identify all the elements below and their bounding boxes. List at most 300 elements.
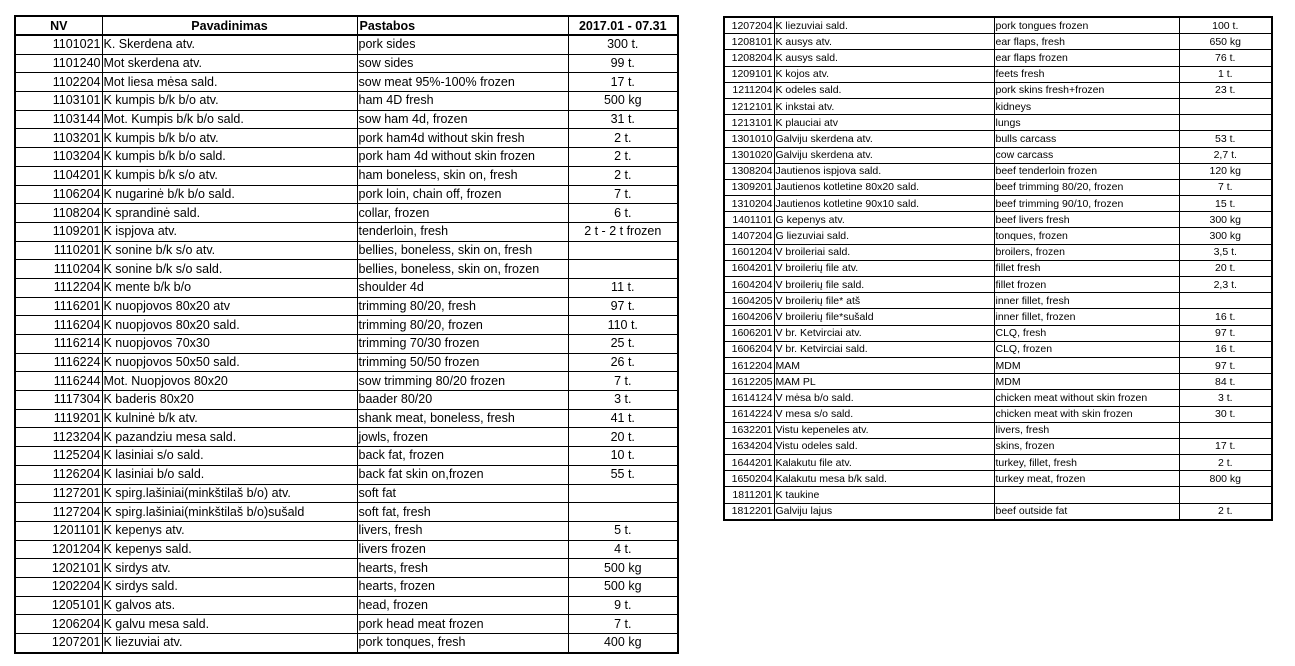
cell-note: cow carcass [994,147,1179,163]
cell-nv: 1209101 [724,66,774,82]
cell-nv: 1109201 [15,222,102,241]
cell-nv: 1112204 [15,278,102,297]
cell-name: Kalakutu mesa b/k sald. [774,471,994,487]
cell-name: K ispjova atv. [102,222,357,241]
cell-quantity: 7 t. [568,372,678,391]
table-row [15,335,678,354]
cell-note: trimming 80/20, fresh [357,297,568,316]
cell-quantity [1179,293,1272,309]
table-row [724,196,1272,212]
cell-nv: 1103144 [15,110,102,129]
table-row [724,163,1272,179]
cell-nv: 1604205 [724,293,774,309]
cell-quantity: 7 t. [568,615,678,634]
cell-quantity: 5 t. [568,521,678,540]
right-product-table [723,16,1273,521]
cell-quantity: 3 t. [568,391,678,410]
cell-note: collar, frozen [357,204,568,223]
cell-note: trimming 50/50 frozen [357,353,568,372]
cell-name: Vistu kepeneles atv. [774,422,994,438]
cell-nv: 1116201 [15,297,102,316]
table-row [724,455,1272,471]
cell-note: beef trimming 90/10, frozen [994,196,1179,212]
cell-quantity: 500 kg [568,559,678,578]
table-row [724,260,1272,276]
cell-name: K kepenys sald. [102,540,357,559]
cell-nv: 1207201 [15,634,102,653]
table-row [15,241,678,260]
cell-note: kidneys [994,98,1179,114]
cell-quantity: 650 kg [1179,34,1272,50]
cell-name: K nuopjovos 80x20 sald. [102,316,357,335]
cell-nv: 1116214 [15,335,102,354]
table-row [15,353,678,372]
cell-quantity: 100 t. [1179,17,1272,34]
cell-nv: 1104201 [15,166,102,185]
cell-nv: 1212101 [724,98,774,114]
cell-name: Jautienos kotletine 80x20 sald. [774,179,994,195]
cell-quantity: 11 t. [568,278,678,297]
header-nv: NV [15,16,102,35]
table-row [724,341,1272,357]
cell-nv: 1207204 [724,17,774,34]
cell-quantity: 16 t. [1179,309,1272,325]
cell-quantity [568,503,678,522]
header-row [15,16,678,35]
cell-quantity: 2 t. [568,166,678,185]
cell-note: hearts, frozen [357,577,568,596]
cell-note: pork loin, chain off, frozen [357,185,568,204]
cell-note: tonques, frozen [994,228,1179,244]
cell-nv: 1202101 [15,559,102,578]
cell-name: V br. Ketvirciai sald. [774,341,994,357]
cell-nv: 1644201 [724,455,774,471]
cell-quantity: 25 t. [568,335,678,354]
cell-note: pork head meat frozen [357,615,568,634]
cell-quantity [568,484,678,503]
cell-nv: 1119201 [15,409,102,428]
cell-nv: 1103101 [15,92,102,111]
cell-note: ham boneless, skin on, fresh [357,166,568,185]
table-row [15,316,678,335]
cell-name: K sonine b/k s/o sald. [102,260,357,279]
cell-note: livers frozen [357,540,568,559]
cell-nv: 1310204 [724,196,774,212]
cell-quantity: 110 t. [568,316,678,335]
cell-name: Jautienos kotletine 90x10 sald. [774,196,994,212]
table-row [15,204,678,223]
cell-nv: 1127204 [15,503,102,522]
cell-quantity: 7 t. [568,185,678,204]
table-row [15,596,678,615]
cell-name: K ausys atv. [774,34,994,50]
cell-quantity: 2 t. [568,129,678,148]
table-row [15,428,678,447]
table-row [15,129,678,148]
cell-nv: 1632201 [724,422,774,438]
cell-quantity [568,241,678,260]
cell-name: K liezuviai sald. [774,17,994,34]
cell-quantity: 2 t. [568,148,678,167]
cell-nv: 1308204 [724,163,774,179]
cell-name: K kulninė b/k atv. [102,409,357,428]
table-row [15,540,678,559]
cell-quantity [1179,98,1272,114]
cell-note: beef livers fresh [994,212,1179,228]
cell-note: turkey meat, frozen [994,471,1179,487]
cell-quantity: 6 t. [568,204,678,223]
cell-name: K galvu mesa sald. [102,615,357,634]
cell-name: V mesa s/o sald. [774,406,994,422]
table-row [15,391,678,410]
cell-nv: 1206204 [15,615,102,634]
cell-note: lungs [994,115,1179,131]
cell-nv: 1604206 [724,309,774,325]
cell-note: livers, fresh [357,521,568,540]
cell-note: pork skins fresh+frozen [994,82,1179,98]
cell-name: V mėsa b/o sald. [774,390,994,406]
cell-quantity: 76 t. [1179,50,1272,66]
cell-note: bellies, boneless, skin on, fresh [357,241,568,260]
cell-note: inner fillet, frozen [994,309,1179,325]
cell-nv: 1634204 [724,438,774,454]
cell-quantity: 4 t. [568,540,678,559]
cell-name: K kumpis b/k b/o atv. [102,92,357,111]
table-row [724,66,1272,82]
table-row [15,615,678,634]
cell-note: shoulder 4d [357,278,568,297]
cell-quantity: 300 kg [1179,228,1272,244]
table-row [15,222,678,241]
cell-nv: 1650204 [724,471,774,487]
cell-quantity: 53 t. [1179,131,1272,147]
cell-quantity: 1 t. [1179,66,1272,82]
cell-note: chicken meat without skin frozen [994,390,1179,406]
cell-quantity: 15 t. [1179,196,1272,212]
cell-name: K sirdys atv. [102,559,357,578]
cell-nv: 1123204 [15,428,102,447]
table-row [724,34,1272,50]
cell-note: MDM [994,357,1179,373]
cell-note: beef outside fat [994,503,1179,520]
cell-quantity: 2 t - 2 t frozen [568,222,678,241]
table-row [724,228,1272,244]
cell-nv: 1208204 [724,50,774,66]
cell-nv: 1101021 [15,35,102,54]
cell-note: soft fat, fresh [357,503,568,522]
table-row [724,357,1272,373]
cell-quantity: 2,3 t. [1179,277,1272,293]
cell-quantity: 16 t. [1179,341,1272,357]
cell-quantity: 17 t. [1179,438,1272,454]
cell-note: shank meat, boneless, fresh [357,409,568,428]
cell-name: Mot. Nuopjovos 80x20 [102,372,357,391]
cell-note: livers, fresh [994,422,1179,438]
cell-name: K spirg.lašiniai(minkštilaš b/o) atv. [102,484,357,503]
header-name: Pavadinimas [102,16,357,35]
cell-nv: 1401101 [724,212,774,228]
cell-quantity: 30 t. [1179,406,1272,422]
cell-note: back fat, frozen [357,447,568,466]
cell-nv: 1614224 [724,406,774,422]
cell-note: sow meat 95%-100% frozen [357,73,568,92]
table-row [724,115,1272,131]
table-row [724,147,1272,163]
cell-quantity: 2,7 t. [1179,147,1272,163]
header-note: Pastabos [357,16,568,35]
table-row [15,447,678,466]
cell-nv: 1103204 [15,148,102,167]
table-row [15,559,678,578]
cell-note: trimming 70/30 frozen [357,335,568,354]
table-row [15,297,678,316]
cell-name: K taukine [774,487,994,503]
table-row [724,98,1272,114]
cell-name: K kumpis b/k b/o sald. [102,148,357,167]
cell-name: MAM PL [774,374,994,390]
cell-note: bellies, boneless, skin on, frozen [357,260,568,279]
cell-note: head, frozen [357,596,568,615]
table-row [724,390,1272,406]
cell-name: K nuopjovos 50x50 sald. [102,353,357,372]
cell-name: K liezuviai atv. [102,634,357,653]
cell-name: Galviju skerdena atv. [774,131,994,147]
cell-note: pork ham 4d without skin frozen [357,148,568,167]
cell-note: pork ham4d without skin fresh [357,129,568,148]
cell-nv: 1208101 [724,34,774,50]
cell-nv: 1106204 [15,185,102,204]
cell-nv: 1604204 [724,277,774,293]
cell-name: K baderis 80x20 [102,391,357,410]
cell-name: Mot skerdena atv. [102,54,357,73]
cell-nv: 1116204 [15,316,102,335]
cell-name: K mente b/k b/o [102,278,357,297]
table-row [724,422,1272,438]
cell-quantity: 400 kg [568,634,678,653]
cell-note: bulls carcass [994,131,1179,147]
cell-quantity: 84 t. [1179,374,1272,390]
cell-name: V broilerių file*sušald [774,309,994,325]
cell-note: pork sides [357,35,568,54]
cell-nv: 1202204 [15,577,102,596]
table-row [15,634,678,653]
cell-note: inner fillet, fresh [994,293,1179,309]
cell-name: K sonine b/k s/o atv. [102,241,357,260]
cell-nv: 1811201 [724,487,774,503]
cell-name: Mot. Kumpis b/k b/o sald. [102,110,357,129]
table-row [724,471,1272,487]
table-row [15,372,678,391]
cell-name: K nuopjovos 70x30 [102,335,357,354]
cell-note: sow trimming 80/20 frozen [357,372,568,391]
cell-note: sow ham 4d, frozen [357,110,568,129]
cell-name: K lasiniai s/o sald. [102,447,357,466]
table-row [724,277,1272,293]
table-row [724,487,1272,503]
cell-nv: 1614124 [724,390,774,406]
cell-nv: 1110204 [15,260,102,279]
cell-nv: 1407204 [724,228,774,244]
cell-name: V br. Ketvirciai atv. [774,325,994,341]
cell-nv: 1117304 [15,391,102,410]
cell-name: K nugarinė b/k b/o sald. [102,185,357,204]
cell-quantity: 500 kg [568,577,678,596]
cell-note [994,487,1179,503]
cell-name: K pazandziu mesa sald. [102,428,357,447]
cell-note: broilers, frozen [994,244,1179,260]
cell-name: MAM [774,357,994,373]
cell-name: K nuopjovos 80x20 atv [102,297,357,316]
cell-name: K kumpis b/k s/o atv. [102,166,357,185]
table-row [15,503,678,522]
cell-nv: 1201101 [15,521,102,540]
cell-quantity: 97 t. [1179,357,1272,373]
cell-note: turkey, fillet, fresh [994,455,1179,471]
cell-nv: 1116224 [15,353,102,372]
cell-name: V broilerių file atv. [774,260,994,276]
cell-note: CLQ, frozen [994,341,1179,357]
table-row [15,92,678,111]
table-row [724,50,1272,66]
cell-quantity: 17 t. [568,73,678,92]
cell-note: back fat skin on,frozen [357,465,568,484]
cell-note: chicken meat with skin frozen [994,406,1179,422]
cell-nv: 1309201 [724,179,774,195]
cell-nv: 1812201 [724,503,774,520]
cell-note: fillet fresh [994,260,1179,276]
cell-note: beef trimming 80/20, frozen [994,179,1179,195]
table-row [724,131,1272,147]
cell-quantity: 97 t. [568,297,678,316]
cell-quantity [1179,422,1272,438]
cell-name: K odeles sald. [774,82,994,98]
cell-name: K sprandinė sald. [102,204,357,223]
cell-nv: 1201204 [15,540,102,559]
cell-nv: 1108204 [15,204,102,223]
cell-name: G liezuviai sald. [774,228,994,244]
cell-name: Vistu odeles sald. [774,438,994,454]
cell-quantity: 500 kg [568,92,678,111]
table-row [724,406,1272,422]
table-row [724,374,1272,390]
cell-quantity: 2 t. [1179,503,1272,520]
cell-note: pork tonques, fresh [357,634,568,653]
cell-name: K ausys sald. [774,50,994,66]
cell-note: ear flaps, fresh [994,34,1179,50]
cell-nv: 1103201 [15,129,102,148]
cell-name: K. Skerdena atv. [102,35,357,54]
cell-quantity: 120 kg [1179,163,1272,179]
cell-name: Jautienos ispjova sald. [774,163,994,179]
cell-quantity: 41 t. [568,409,678,428]
cell-nv: 1612205 [724,374,774,390]
cell-name: V broilerių file sald. [774,277,994,293]
table-row [724,17,1272,34]
cell-note: sow sides [357,54,568,73]
cell-name: Kalakutu file atv. [774,455,994,471]
table-row [724,325,1272,341]
cell-note: ear flaps frozen [994,50,1179,66]
cell-nv: 1211204 [724,82,774,98]
cell-name: Mot liesa mėsa sald. [102,73,357,92]
cell-name: K inkstai atv. [774,98,994,114]
cell-name: V broilerių file* atš [774,293,994,309]
cell-name: K kojos atv. [774,66,994,82]
cell-nv: 1127201 [15,484,102,503]
table-row [15,278,678,297]
cell-quantity: 20 t. [568,428,678,447]
cell-nv: 1301020 [724,147,774,163]
table-row [724,293,1272,309]
cell-nv: 1125204 [15,447,102,466]
cell-note: trimming 80/20, frozen [357,316,568,335]
cell-quantity: 97 t. [1179,325,1272,341]
cell-nv: 1612204 [724,357,774,373]
table-row [15,35,678,54]
cell-nv: 1606201 [724,325,774,341]
cell-name: K galvos ats. [102,596,357,615]
cell-note: MDM [994,374,1179,390]
table-row [15,166,678,185]
table-row [15,185,678,204]
cell-quantity: 10 t. [568,447,678,466]
table-row [15,73,678,92]
cell-name: K kepenys atv. [102,521,357,540]
cell-quantity: 800 kg [1179,471,1272,487]
cell-note: fillet frozen [994,277,1179,293]
header-period: 2017.01 - 07.31 [568,16,678,35]
cell-quantity: 3,5 t. [1179,244,1272,260]
cell-nv: 1116244 [15,372,102,391]
cell-note: CLQ, fresh [994,325,1179,341]
cell-quantity: 300 kg [1179,212,1272,228]
cell-quantity: 20 t. [1179,260,1272,276]
cell-quantity: 3 t. [1179,390,1272,406]
cell-quantity [1179,115,1272,131]
cell-name: V broileriai sald. [774,244,994,260]
table-row [724,82,1272,98]
cell-quantity: 99 t. [568,54,678,73]
cell-nv: 1126204 [15,465,102,484]
cell-note: beef tenderloin frozen [994,163,1179,179]
cell-name: G kepenys atv. [774,212,994,228]
cell-name: Galviju skerdena atv. [774,147,994,163]
cell-nv: 1213101 [724,115,774,131]
cell-note: tenderloin, fresh [357,222,568,241]
cell-nv: 1101240 [15,54,102,73]
cell-name: K plauciai atv [774,115,994,131]
cell-note: feets fresh [994,66,1179,82]
table-row [724,503,1272,520]
table-row [15,260,678,279]
table-row [724,244,1272,260]
cell-name: K spirg.lašiniai(minkštilaš b/o)sušald [102,503,357,522]
cell-quantity: 55 t. [568,465,678,484]
table-row [15,54,678,73]
table-row [15,577,678,596]
table-row [15,409,678,428]
table-row [15,148,678,167]
table-row [724,309,1272,325]
cell-nv: 1606204 [724,341,774,357]
cell-name: K kumpis b/k b/o atv. [102,129,357,148]
cell-note: ham 4D fresh [357,92,568,111]
cell-quantity: 26 t. [568,353,678,372]
table-row [724,438,1272,454]
cell-nv: 1301010 [724,131,774,147]
cell-quantity: 300 t. [568,35,678,54]
cell-quantity: 31 t. [568,110,678,129]
